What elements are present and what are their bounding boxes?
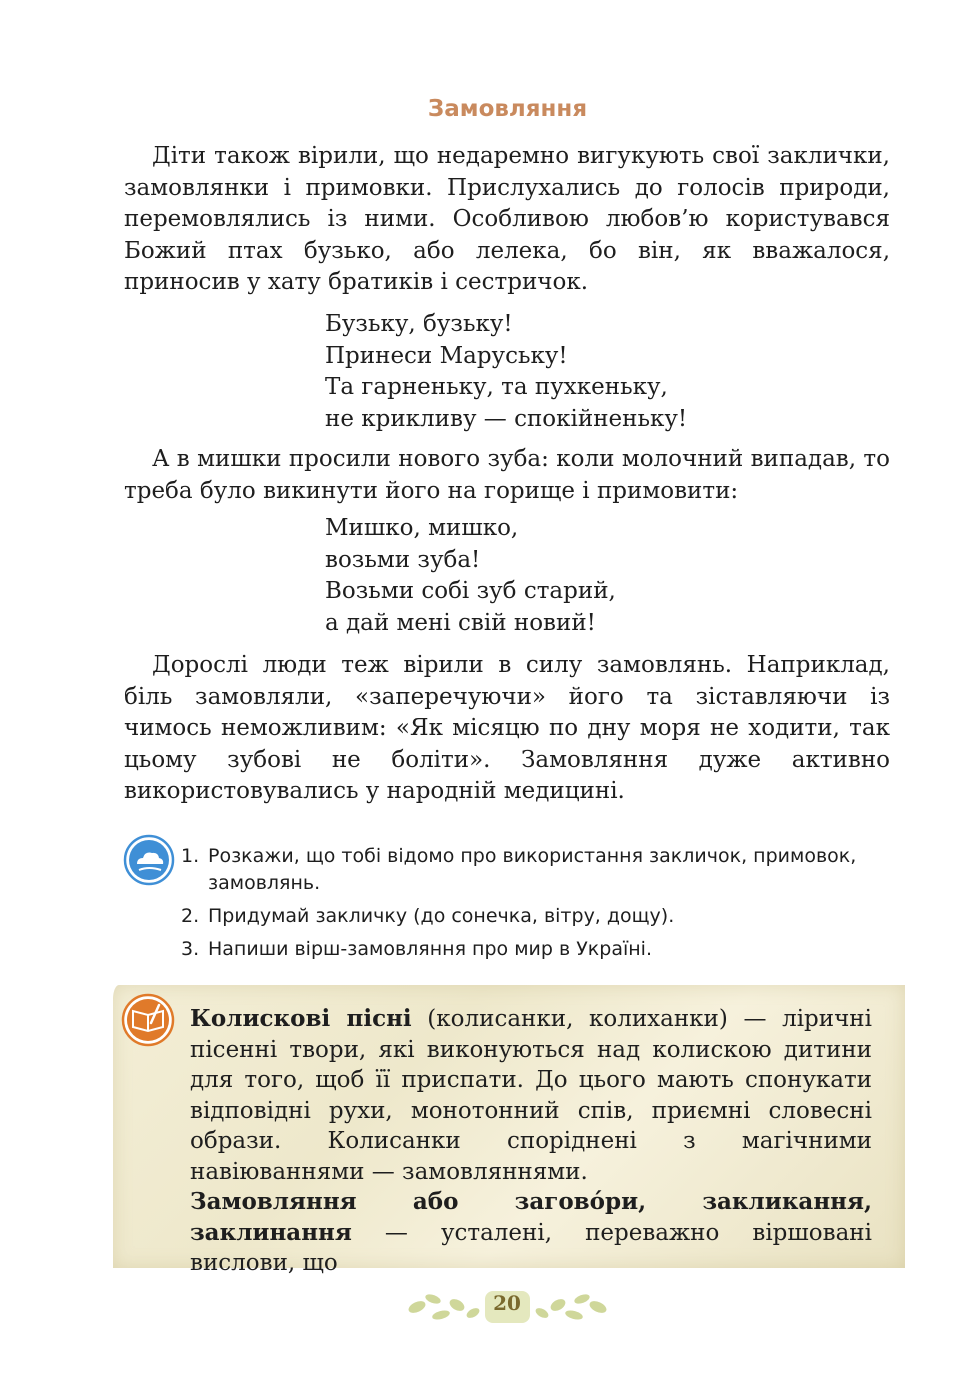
section-title: Замовляння	[427, 96, 588, 122]
poem-line: Принеси Маруську!	[325, 342, 568, 369]
paragraph-children-beliefs: Діти також вірили, що недаремно вигукують свої заклички, замовлянки і примовки. Прислухались до голосів природи, перемовлялись із ними. Особливою любов’ю користувався Божий птах бузько, або лелека, бо він, як вважалося, приносив у хату братиків і сестричок.	[124, 143, 890, 295]
poem-line: не крикливу — спокійненьку!	[325, 405, 688, 432]
question-text: Напиши вірш-замовляння про мир в Україні.	[208, 938, 652, 960]
question-item	[181, 903, 888, 930]
question-item	[181, 936, 888, 963]
definition-body: — усталені, переважно віршовані вислови, що	[190, 1219, 872, 1276]
poem-line: Бузьку, бузьку!	[325, 311, 513, 337]
question-number: 1.	[181, 845, 200, 867]
questions-list	[181, 843, 888, 969]
question-number: 3.	[181, 938, 200, 960]
definition-text	[190, 1004, 872, 1279]
poem-line: Мишко, мишко,	[325, 515, 519, 541]
poem-line: Возьми собі зуб старий,	[325, 578, 616, 604]
question-number: 2.	[181, 905, 200, 927]
page-number: 20	[493, 1291, 521, 1315]
poem-stork	[325, 309, 687, 435]
thinking-cloud-icon	[123, 834, 175, 886]
poem-mouse	[325, 513, 616, 639]
poem-line: возьми зуба!	[325, 546, 481, 573]
poem-line: а дай мені свій новий!	[325, 609, 596, 636]
question-item	[181, 843, 888, 897]
definition-term: Замовляння або заговóри, закликання, заклинання	[190, 1188, 872, 1246]
poem-line: Та гарненьку, та пухкеньку,	[325, 374, 668, 400]
definition-body: (колисанки, колиханки) — ліричні пісенні твори, які виконуються над колискою дитини для того, щоб її приспати. До цього мають спонукати відповідні рухи, монотонний спів, приємні словесні образи. Колисанки споріднені з магічними навіюваннями — замовляннями.	[190, 1006, 872, 1185]
definition-term: Колискові пісні	[190, 1005, 412, 1032]
paragraph-mouse-tooth: А в мишки просили нового зуба: коли молочний випадав, то треба було викинути його на горище і примовити:	[124, 446, 890, 504]
paragraph-adults-beliefs: Дорослі люди теж вірили в силу замовлянь. Наприклад, біль замовляли, «заперечуючи» його та зіставляючи із чимось неможливим: «Як місяцю по дну моря не ходити, так цьому зубові не боліти». Замовляння дуже активно використовувались у народній медицині.	[124, 652, 890, 804]
book-quill-icon	[121, 993, 175, 1047]
question-text: Придумай закличку (до сонечка, вітру, дощу).	[208, 905, 675, 927]
question-text: Розкажи, що тобі відомо про використання закличок, примовок, замовлянь.	[208, 845, 857, 894]
